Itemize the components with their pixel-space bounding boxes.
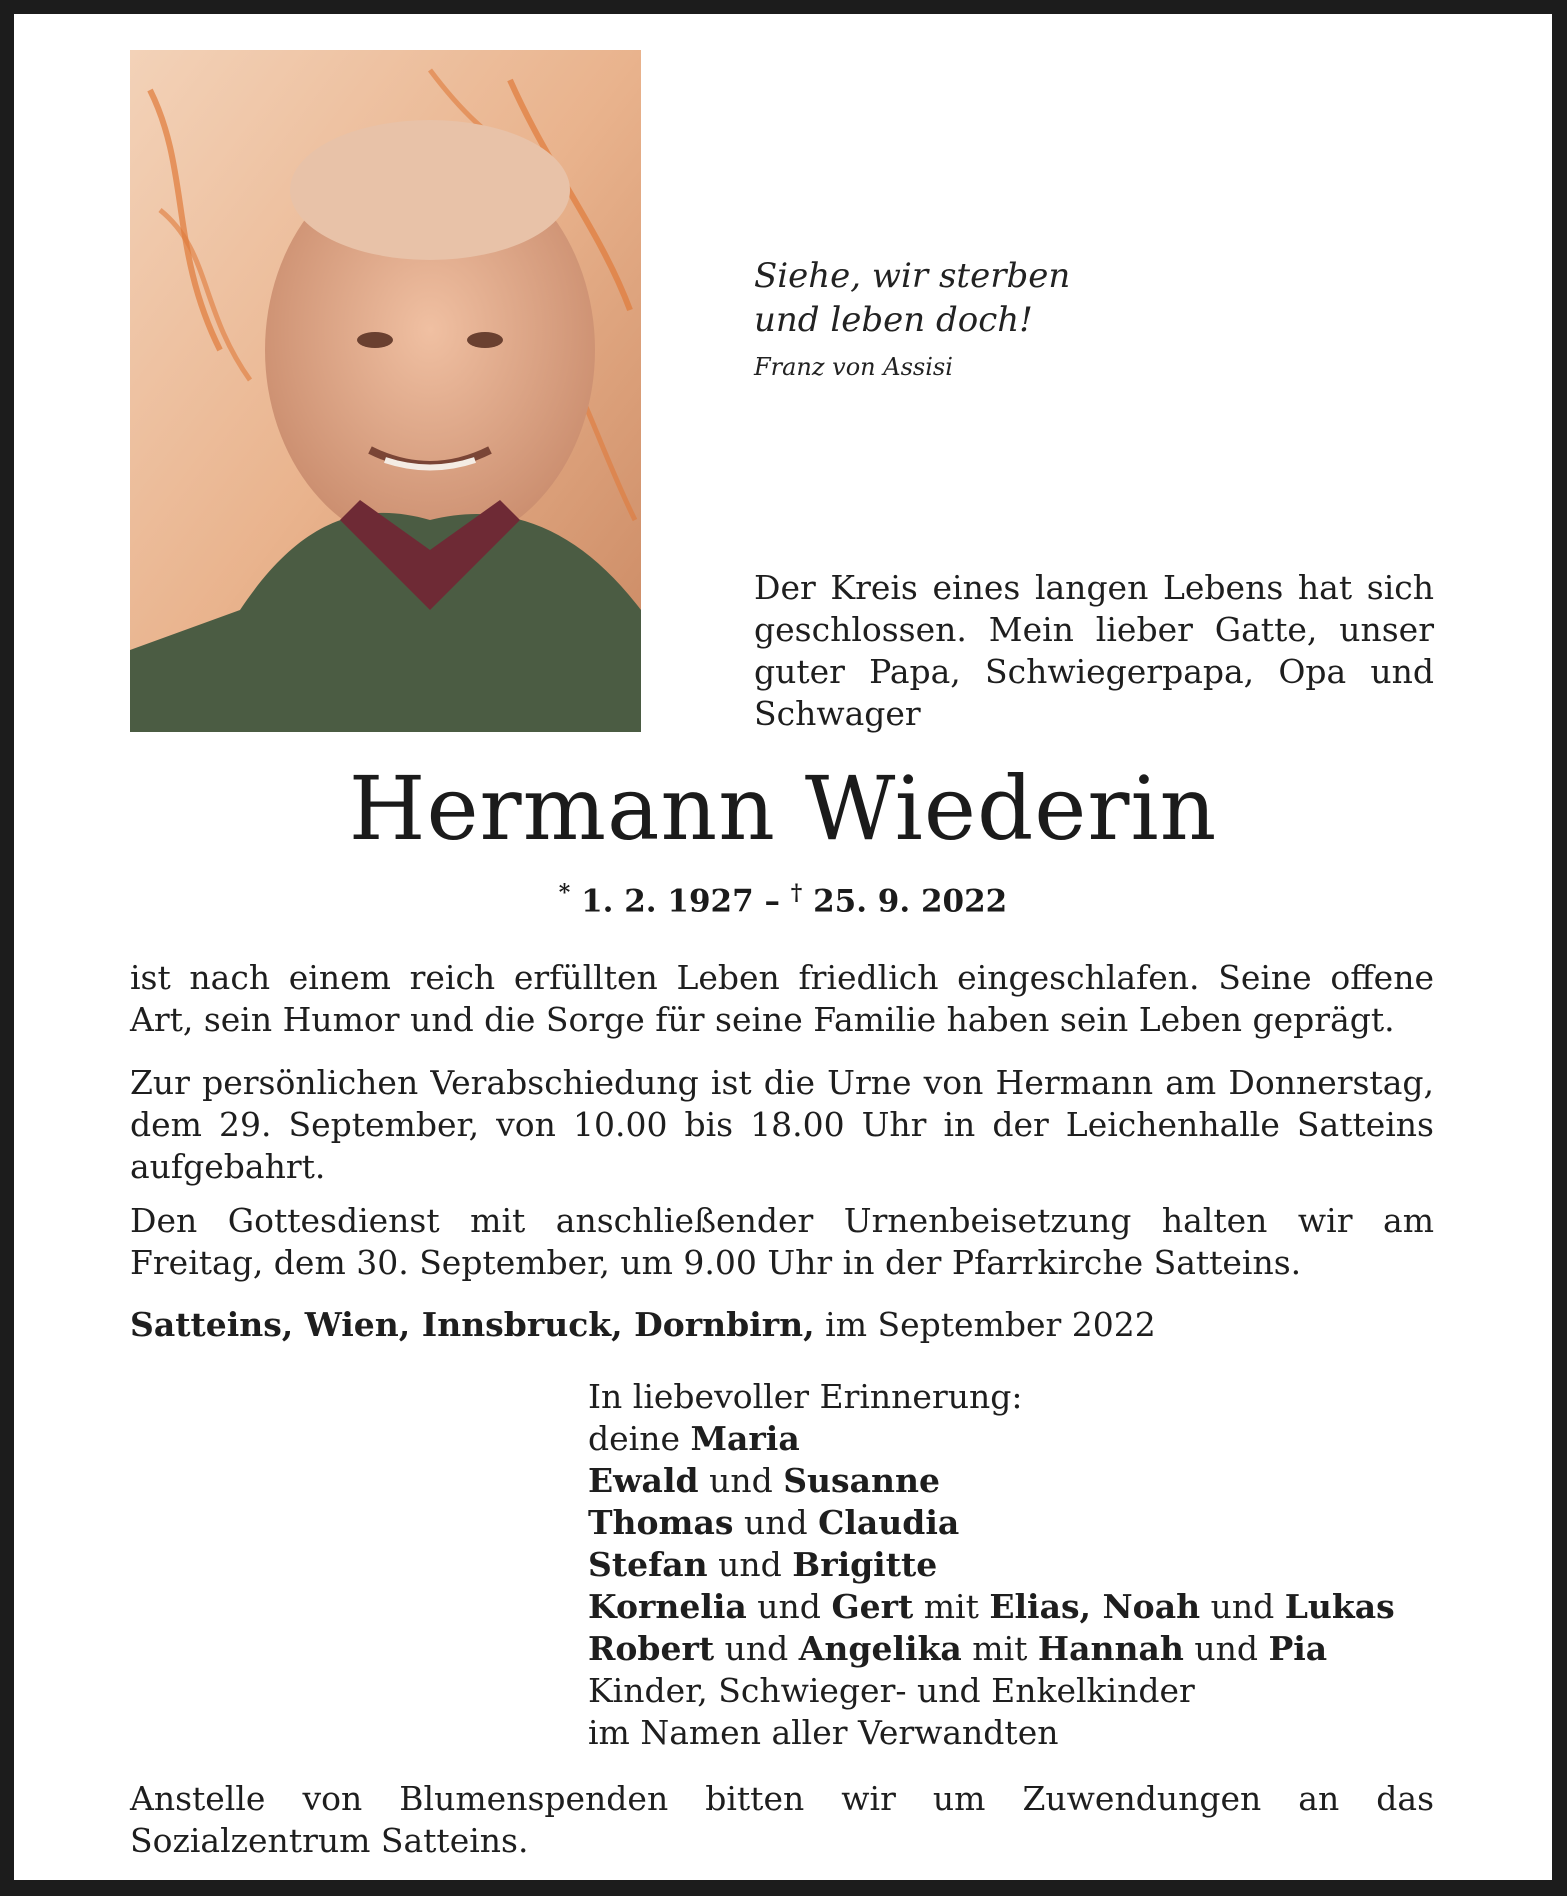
family-row-kornelia [588, 1586, 1395, 1628]
name-pia: Pia [1268, 1629, 1328, 1668]
name-thomas: Thomas [588, 1503, 734, 1542]
name-angelika: Angelika [798, 1629, 962, 1668]
text-und: und [724, 1629, 789, 1668]
quote-author: Franz von Assisi [754, 353, 953, 381]
life-dates [14, 880, 1552, 919]
name-susanne: Susanne [783, 1461, 940, 1500]
place-date: im September 2022 [825, 1305, 1156, 1344]
text-und: und [709, 1461, 773, 1500]
portrait-photo [130, 50, 641, 732]
birth-symbol: * [558, 880, 571, 906]
place-cities: Satteins, Wien, Innsbruck, Dornbirn, [130, 1305, 815, 1344]
quote-line-1: Siehe, wir sterben [754, 256, 1071, 296]
text-mit: mit [923, 1587, 979, 1626]
family-signature [588, 1376, 1395, 1754]
family-row-ewald [588, 1460, 1395, 1502]
obituary-page [14, 14, 1552, 1880]
name-kornelia: Kornelia [588, 1587, 747, 1626]
name-elias-noah: Elias, Noah [989, 1587, 1201, 1626]
name-gert: Gert [831, 1587, 914, 1626]
paragraph-1: ist nach einem reich erfüllten Leben friedlich eingeschlafen. Seine offene Art, sein Humor und die Sorge für seine Familie haben sein Leben geprägt. [130, 958, 1434, 1039]
date-separator: – [764, 883, 780, 920]
birth-date: 1. 2. 1927 [581, 883, 754, 920]
footer-donation-note: Anstelle von Blumenspenden bitten wir um Zuwendungen an das Sozialzentrum Satteins. [130, 1779, 1434, 1860]
text-und: und [718, 1545, 782, 1584]
family-line-namen: im Namen aller Verwandten [588, 1713, 1059, 1752]
text-und: und [1210, 1587, 1275, 1626]
name-robert: Robert [588, 1629, 715, 1668]
text-und: und [1194, 1629, 1258, 1668]
quote-block [754, 254, 1070, 384]
deceased-name: Hermann Wiederin [348, 757, 1218, 860]
family-row-stefan [588, 1544, 1395, 1586]
name-claudia: Claudia [818, 1503, 960, 1542]
text-mit: mit [972, 1629, 1028, 1668]
family-row-robert [588, 1628, 1395, 1670]
name-ewald: Ewald [588, 1461, 699, 1500]
name-lukas: Lukas [1284, 1587, 1395, 1626]
text-und: und [757, 1587, 821, 1626]
family-line-kinder: Kinder, Schwieger- und Enkelkinder [588, 1671, 1195, 1710]
portrait-photo-icon [130, 50, 641, 732]
name-stefan: Stefan [588, 1545, 708, 1584]
quote-line-2: und leben doch! [754, 300, 1033, 340]
paragraph-3: Den Gottesdienst mit anschließender Urnenbeisetzung halten wir am Freitag, dem 30. September, um 9.00 Uhr in der Pfarrkirche Satteins. [130, 1201, 1434, 1282]
name-brigitte: Brigitte [792, 1545, 938, 1584]
name-maria: Maria [690, 1419, 800, 1458]
family-row-maria [588, 1418, 1395, 1460]
name-hannah: Hannah [1037, 1629, 1184, 1668]
family-heading: In liebevoller Erinnerung: [588, 1377, 1023, 1416]
family-row-thomas [588, 1502, 1395, 1544]
intro-text: Der Kreis eines langen Lebens hat sich geschlossen. Mein lieber Gatte, unser guter Papa, Schwiegerpapa, Opa und Schwager [754, 568, 1434, 733]
place-date-line [130, 1304, 1156, 1346]
paragraph-2: Zur persönlichen Verabschiedung ist die Urne von Hermann am Donnerstag, dem 29. September, von 10.00 bis 18.00 Uhr in der Leichenhalle Satteins aufgebahrt. [130, 1063, 1434, 1186]
death-date: 25. 9. 2022 [813, 883, 1008, 920]
death-symbol: † [790, 880, 803, 906]
text-deine: deine [588, 1419, 680, 1458]
text-und: und [743, 1503, 808, 1542]
